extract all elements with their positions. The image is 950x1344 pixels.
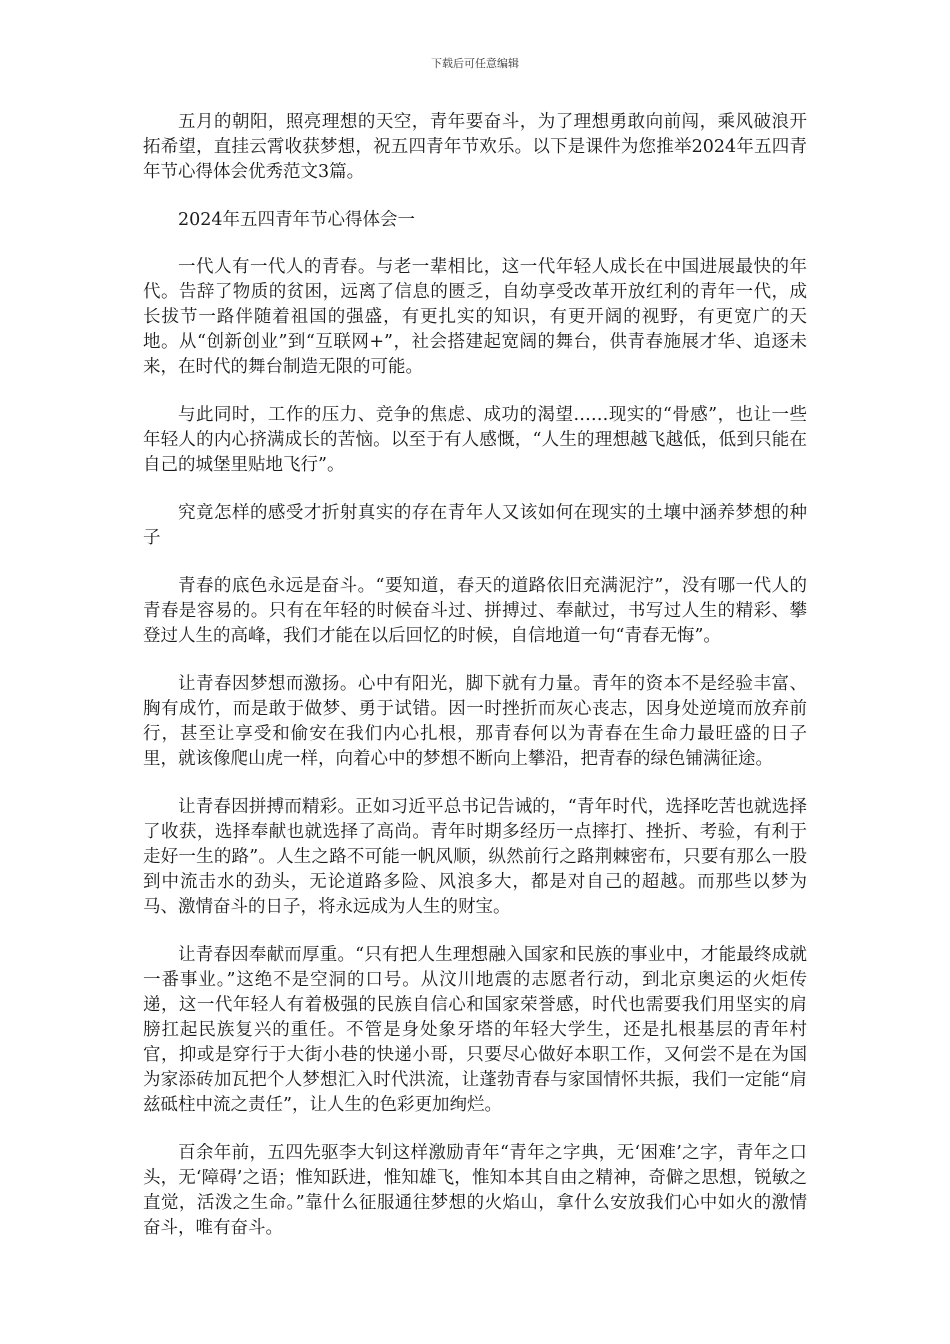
body-paragraph: 一代人有一代人的青春。与老一辈相比，这一代年轻人成长在中国进展最快的年代。告辞了物质的贫困，远离了信息的匮乏，自幼享受改革开放红利的青年一代，成长拔节一路伴随着祖国的强盛，有更扎实的知识，有更开阔的视野，有更宽广的天地。从“创新创业”到“互联网+”，社会搭建起宽阔的舞台，供青春施展才华、追逐未来，在时代的舞台制造无限的可能。 [143,257,807,377]
body-paragraph: 让青春因拼搏而精彩。正如习近平总书记告诫的，“青年时代，选择吃苦也就选择了收获，选择奉献也就选择了高尚。青年时期多经历一点摔打、挫折、考验，有利于走好一生的路”。人生之路不可能一帆风顺，纵然前行之路荆棘密布，只要有那么一股到中流击水的劲头，无论道路多险、风浪多大，都是对自己的超越。而那些以梦为马、激情奋斗的日子，将永远成为人生的财宝。 [143,797,807,917]
body-paragraph: 青春的底色永远是奋斗。“要知道，春天的道路依旧充满泥泞”，没有哪一代人的青春是容易的。只有在年轻的时候奋斗过、拼搏过、奉献过，书写过人生的精彩、攀登过人生的高峰，我们才能在以后回忆的时候，自信地道一句“青春无悔”。 [143,576,807,646]
section-heading: 2024年五四青年节心得体会一 [178,210,416,230]
body-paragraph: 百余年前，五四先驱李大钊这样激励青年“青年之字典，无‘困难’之字，青年之口头，无‘障碍’之语；惟知跃进，惟知雄飞，惟知本其自由之精神，奇僻之思想，锐敏之直觉，活泼之生命。”靠什么征服通往梦想的火焰山，拿什么安放我们心中如火的激情奋斗，唯有奋斗。 [143,1143,807,1238]
document-body [143,110,807,1264]
page-header-note: 下载后可任意编辑 [431,57,519,70]
intro-paragraph: 五月的朝阳，照亮理想的天空，青年要奋斗，为了理想勇敢向前闯，乘风破浪开拓希望，直挂云霄收获梦想，祝五四青年节欢乐。以下是课件为您推举2024年五四青年节心得体会优秀范文3篇。 [143,112,807,182]
body-paragraph: 让青春因梦想而激扬。心中有阳光，脚下就有力量。青年的资本不是经验丰富、胸有成竹，而是敢于做梦、勇于试错。因一时挫折而灰心丧志，因身处逆境而放弃前行，甚至让享受和偷安在我们内心扎根，那青春何以为青春在生命力最旺盛的日子里，就该像爬山虎一样，向着心中的梦想不断向上攀沿，把青春的绿色铺满征途。 [143,674,807,769]
body-paragraph: 与此同时，工作的压力、竞争的焦虑、成功的渴望……现实的“骨感”，也让一些年轻人的内心挤满成长的苦恼。以至于有人感慨，“人生的理想越飞越低，低到只能在自己的城堡里贴地飞行”。 [143,405,807,475]
body-paragraph: 让青春因奉献而厚重。“只有把人生理想融入国家和民族的事业中，才能最终成就一番事业。”这绝不是空洞的口号。从汶川地震的志愿者行动，到北京奥运的火炬传递，这一代年轻人有着极强的民族自信心和国家荣誉感，时代也需要我们用坚实的肩膀扛起民族复兴的重任。不管是身处象牙塔的年轻大学生，还是扎根基层的青年村官，抑或是穿行于大街小巷的快递小哥，只要尽心做好本职工作，又何尝不是在为国为家添砖加瓦把个人梦想汇入时代洪流，让蓬勃青春与家国情怀共振，我们一定能“肩兹砥柱中流之责任”，让人生的色彩更加绚烂。 [143,945,807,1115]
body-paragraph: 究竟怎样的感受才折射真实的存在青年人又该如何在现实的土壤中涵养梦想的种子 [143,503,807,548]
